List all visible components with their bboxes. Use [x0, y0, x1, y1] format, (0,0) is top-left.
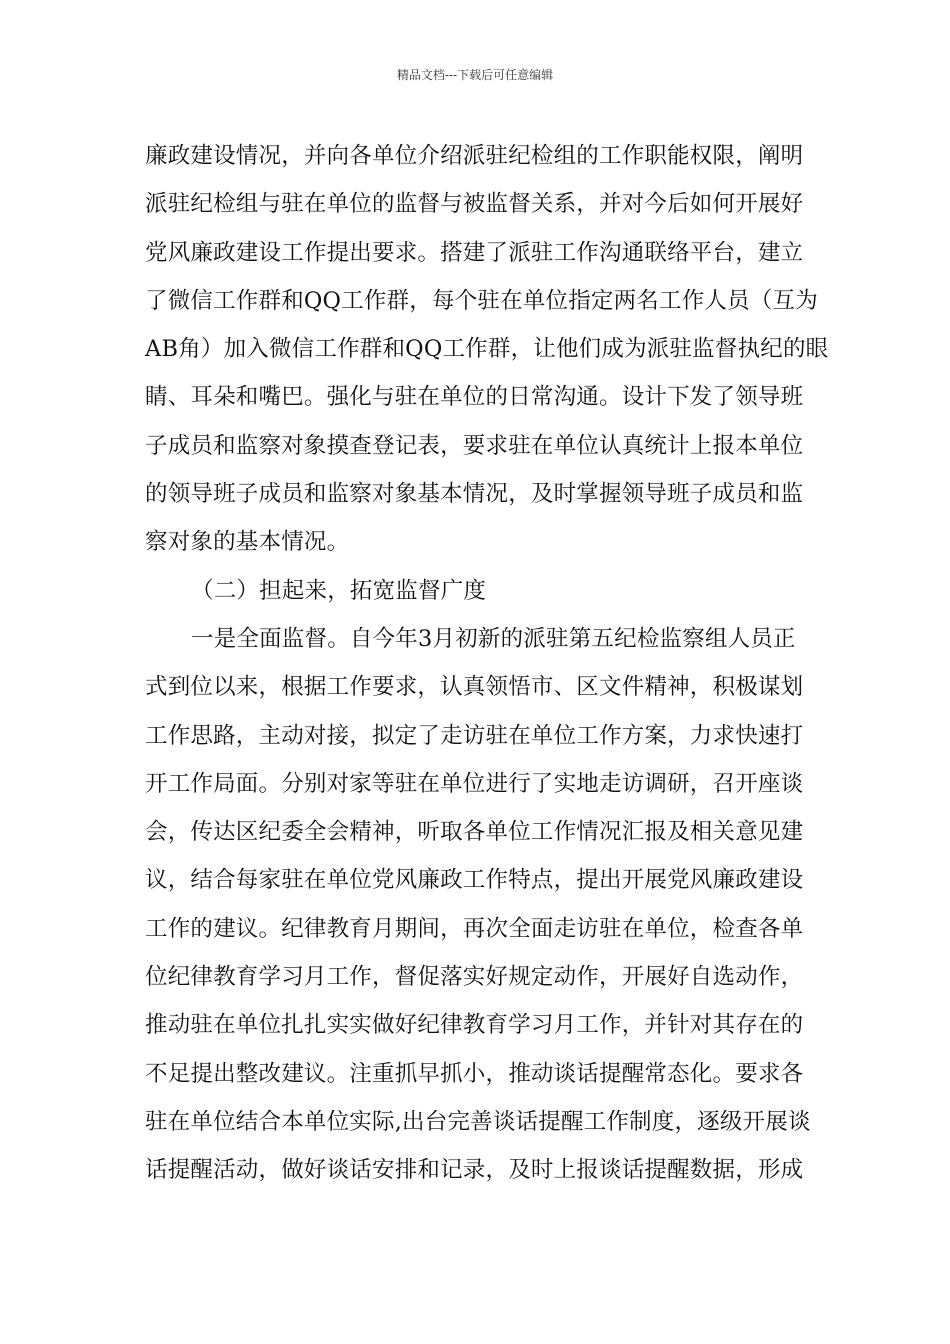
- text-line: 一是全面监督。自今年3月初新的派驻第五纪检监察组人员正: [191, 625, 796, 652]
- text-line: 工作的建议。纪律教育月期间，再次全面走访驻在单位，检查各单: [145, 915, 804, 942]
- text-line: 会，传达区纪委全会精神，听取各单位工作情况汇报及相关意见建: [145, 819, 804, 846]
- text-line: 了微信工作群和QQ工作群，每个驻在单位指定两名工作人员（互为: [145, 287, 818, 314]
- text-line: 的领导班子成员和监察对象基本情况，及时掌握领导班子成员和监: [145, 481, 804, 508]
- text-line: 党风廉政建设工作提出要求。搭建了派驻工作沟通联络平台，建立: [145, 239, 804, 266]
- text-line: 开工作局面。分别对家等驻在单位进行了实地走访调研，召开座谈: [145, 770, 804, 797]
- text-line: 睛、耳朵和嘴巴。强化与驻在单位的日常沟通。设计下发了领导班: [145, 384, 804, 411]
- text-line: 话提醒活动，做好谈话安排和记录，及时上报谈话提醒数据，形成: [145, 1157, 804, 1184]
- text-line: （二）担起来，拓宽监督广度: [191, 577, 487, 604]
- text-line: 推动驻在单位扎扎实实做好纪律教育学习月工作，并针对其存在的: [145, 1012, 804, 1039]
- text-line: 位纪律教育学习月工作，督促落实好规定动作，开展好自选动作，: [145, 964, 804, 991]
- text-line: 不足提出整改建议。注重抓早抓小，推动谈话提醒常态化。要求各: [145, 1060, 804, 1087]
- text-line: 驻在单位结合本单位实际,出台完善谈话提醒工作制度，逐级开展谈: [145, 1108, 811, 1135]
- text-line: 派驻纪检组与驻在单位的监督与被监督关系，并对今后如何开展好: [145, 191, 804, 218]
- page-header: 精品文档---下载后可任意编辑: [396, 68, 554, 82]
- text-line: AB角）加入微信工作群和QQ工作群，让他们成为派驻监督执纪的眼: [145, 336, 829, 363]
- body-text: [145, 132, 829, 1195]
- text-line: 察对象的基本情况。: [145, 529, 350, 556]
- text-line: 子成员和监察对象摸查登记表，要求驻在单位认真统计上报本单位: [145, 432, 804, 459]
- text-line: 工作思路，主动对接，拟定了走访驻在单位工作方案，力求快速打: [145, 722, 804, 749]
- text-line: 议，结合每家驻在单位党风廉政工作特点，提出开展党风廉政建设: [145, 867, 804, 894]
- text-line: 廉政建设情况，并向各单位介绍派驻纪检组的工作职能权限，阐明: [145, 143, 804, 169]
- text-line: 式到位以来，根据工作要求，认真领悟市、区文件精神，积极谋划: [145, 674, 804, 701]
